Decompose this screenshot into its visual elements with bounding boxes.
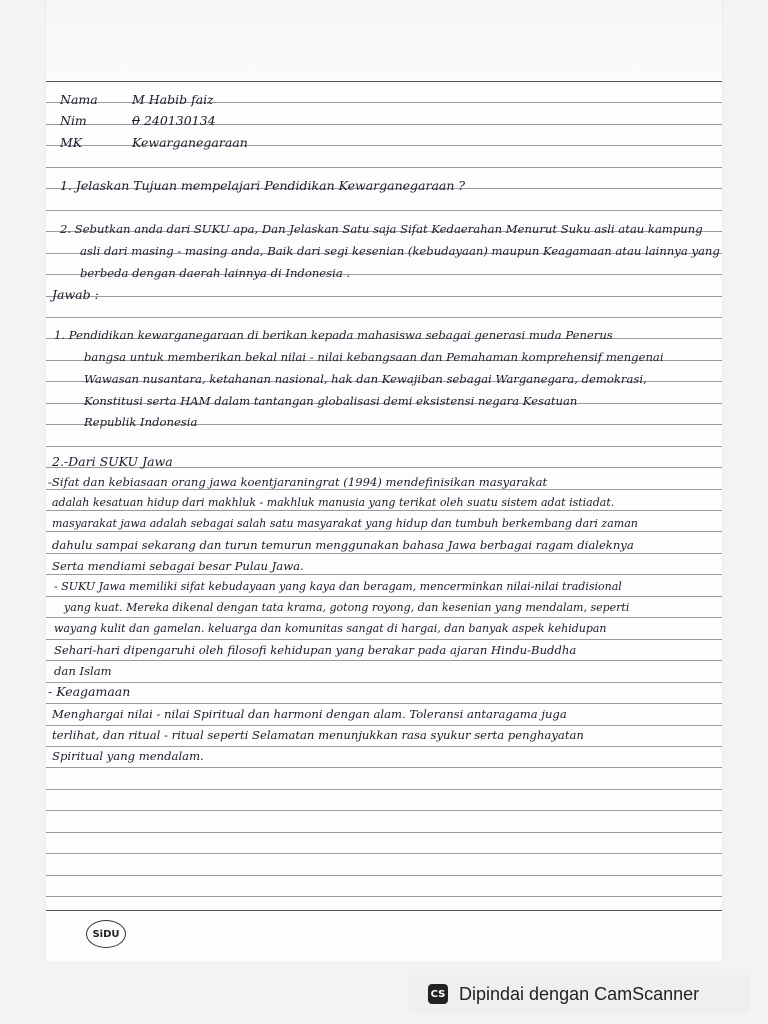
mk-label: MK	[60, 135, 83, 150]
ruled-line	[46, 725, 722, 726]
answer-2-line-15: Spiritual yang mendalam.	[52, 749, 204, 763]
question-2-line-3: berbeda dengan daerah lainnya di Indonesia .	[80, 266, 351, 280]
answer-1-line-1: 1. Pendidikan kewarganegaraan di berikan kepada mahasiswa sebagai generasi muda Penerus	[54, 328, 613, 342]
ruled-line	[46, 746, 722, 747]
answer-2-line-9: wayang kulit dan gamelan. keluarga dan komunitas sangat di hargai, dan banyak aspek kehidupan	[54, 622, 607, 635]
ruled-line	[46, 767, 722, 768]
answer-2-line-2: -Sifat dan kebiasaan orang jawa koentjaraningrat (1994) mendefinisikan masyarakat	[48, 475, 548, 489]
answer-2-line-4: masyarakat jawa adalah sebagai salah satu masyarakat yang hidup dan tumbuh berkembang dari zaman	[52, 517, 638, 530]
ruled-line	[46, 167, 722, 168]
ruled-line	[46, 446, 722, 447]
answer-2-line-8: yang kuat. Mereka dikenal dengan tata krama, gotong royong, dan kesenian yang mendalam, seperti	[64, 601, 630, 614]
answer-2-line-10: Sehari-hari dipengaruhi oleh filosofi kehidupan yang berakar pada ajaran Hindu-Buddha	[54, 643, 577, 657]
answer-1-line-4: Konstitusi serta HAM dalam tantangan globalisasi demi eksistensi negara Kesatuan	[84, 394, 578, 408]
answer-2-line-14: terlihat, dan ritual - ritual seperti Selamatan menunjukkan rasa syukur serta penghayatan	[52, 728, 584, 742]
question-1: 1. Jelaskan Tujuan mempelajari Pendidikan Kewarganegaraan ?	[60, 178, 466, 193]
answer-2-line-13: Menghargai nilai - nilai Spiritual dan harmoni dengan alam. Toleransi antaragama juga	[52, 707, 567, 721]
question-2-line-1: 2. Sebutkan anda dari SUKU apa, Dan Jelaskan Satu saja Sifat Kedaerahan Menurut Suku asli atau kampung	[60, 222, 703, 236]
ruled-line	[46, 574, 722, 575]
answer-1-line-3: Wawasan nusantara, ketahanan nasional, hak dan Kewajiban sebagai Warganegara, demokrasi,	[84, 372, 647, 386]
answer-2-line-1: 2.-Dari SUKU Jawa	[52, 454, 173, 469]
answer-2-line-12: - Keagamaan	[48, 684, 131, 699]
answer-2-line-7: - SUKU Jawa memiliki sifat kebudayaan yang kaya dan beragam, mencerminkan nilai-nilai tradisional	[54, 580, 622, 593]
nim-strikeout: 0	[132, 113, 140, 128]
ruled-line	[46, 639, 722, 640]
question-2-line-2: asli dari masing - masing anda, Baik dari segi kesenian (kebudayaan) maupun Keagamaan atau lainnya yang	[80, 244, 720, 258]
camscanner-icon: CS	[428, 984, 448, 1004]
answer-2-line-5: dahulu sampai sekarang dan turun temurun menggunakan bahasa Jawa berbagai ragam dialeknya	[52, 538, 634, 552]
ruled-line	[46, 832, 722, 833]
paper-brand-logo: SiDU	[86, 920, 126, 948]
ruled-line	[46, 853, 722, 854]
ruled-line	[46, 682, 722, 683]
mk-value: Kewarganegaraan	[132, 135, 248, 150]
ruled-line	[46, 81, 722, 82]
ruled-line	[46, 596, 722, 597]
ruled-line	[46, 553, 722, 554]
ruled-line	[46, 703, 722, 704]
paper-top-margin	[46, 0, 722, 78]
nama-value: M Habib faiz	[132, 92, 214, 107]
nim-value	[132, 113, 216, 129]
ruled-line	[46, 210, 722, 211]
notebook-page	[46, 0, 722, 962]
ruled-line	[46, 317, 722, 318]
ruled-line	[46, 789, 722, 790]
nim-number: 240130134	[143, 113, 216, 128]
answer-2-line-11: dan Islam	[54, 664, 112, 678]
nim-label: Nim	[60, 113, 87, 128]
answer-1-line-5: Republik Indonesia	[84, 415, 198, 429]
ruled-line-bottom	[46, 910, 722, 911]
camscanner-label: Dipindai dengan CamScanner	[459, 983, 700, 1004]
ruled-line	[46, 660, 722, 661]
ruled-line	[46, 896, 722, 897]
nama-label: Nama	[60, 92, 98, 107]
answer-2-line-6: Serta mendiami sebagai besar Pulau Jawa.	[52, 559, 304, 573]
camscanner-watermark	[408, 975, 750, 1013]
answer-1-line-2: bangsa untuk memberikan bekal nilai - nilai kebangsaan dan Pemahaman komprehensif mengenai	[84, 350, 664, 364]
jawab-label: Jawab :	[52, 287, 99, 302]
ruled-line	[46, 617, 722, 618]
answer-2-line-3: adalah kesatuan hidup dari makhluk - makhluk manusia yang terikat oleh suatu sistem adat istiadat.	[52, 496, 615, 509]
ruled-line	[46, 296, 722, 297]
ruled-line	[46, 810, 722, 811]
ruled-line	[46, 875, 722, 876]
